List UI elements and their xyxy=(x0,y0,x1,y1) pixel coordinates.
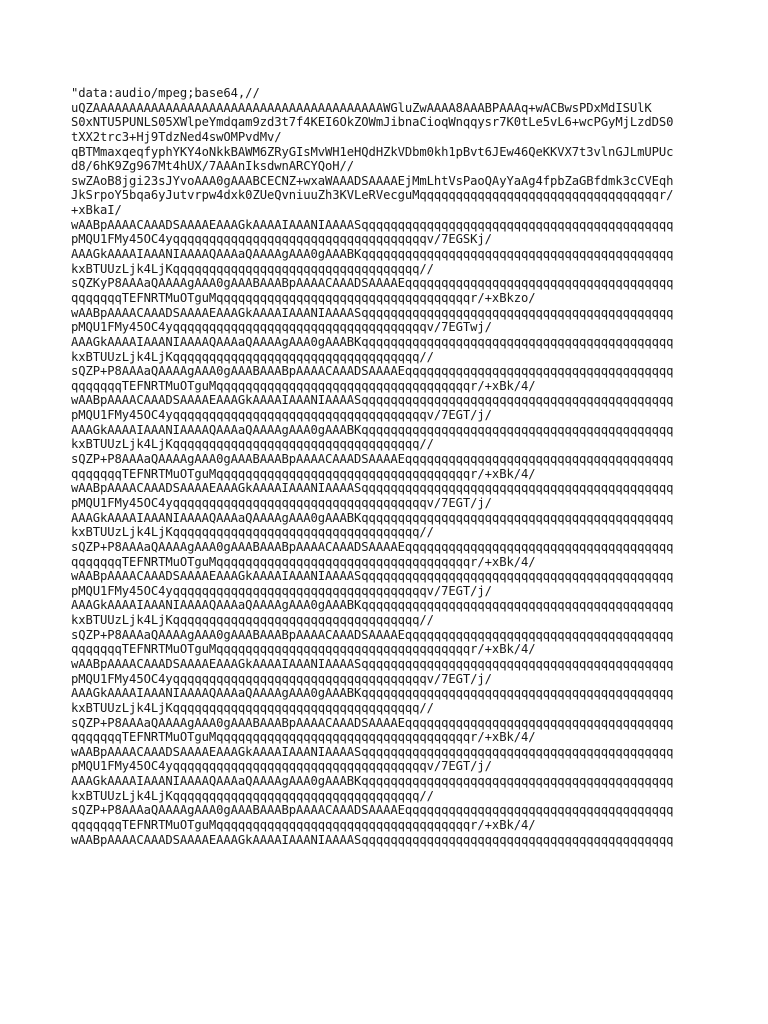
text-line: pMQU1FMy45OC4yqqqqqqqqqqqqqqqqqqqqqqqqqqqqqqqqqqqv/7EGT/j/ xyxy=(71,583,492,598)
text-line: wAABpAAAACAAADSAAAAEAAAGkAAAAIAAANIAAAASqqqqqqqqqqqqqqqqqqqqqqqqqqqqqqqqqqqqqqqqqqq xyxy=(71,305,674,320)
text-line: sQZP+P8AAAaQAAAAgAAA0gAAABAAABpAAAACAAADSAAAAEqqqqqqqqqqqqqqqqqqqqqqqqqqqqqqqqqqqqq xyxy=(71,364,674,379)
text-line: qqqqqqqTEFNRTMuOTguMqqqqqqqqqqqqqqqqqqqqqqqqqqqqqqqqqqqr/+xBk/4/ xyxy=(71,554,536,569)
text-line: JkSrpoY5bqa6yJutvrpw4dxk0ZUeQvniuuZh3KVLeRVecguMqqqqqqqqqqqqqqqqqqqqqqqqqqqqqqqqqr/ xyxy=(71,188,674,203)
text-line: AAAGkAAAAIAAANIAAAAQAAAaQAAAAgAAA0gAAABKqqqqqqqqqqqqqqqqqqqqqqqqqqqqqqqqqqqqqqqqqqq xyxy=(71,247,674,262)
text-line: pMQU1FMy45OC4yqqqqqqqqqqqqqqqqqqqqqqqqqqqqqqqqqqqv/7EGSKj/ xyxy=(71,232,492,247)
text-line: qqqqqqqTEFNRTMuOTguMqqqqqqqqqqqqqqqqqqqqqqqqqqqqqqqqqqqr/+xBk/4/ xyxy=(71,730,536,745)
base64-text-block xyxy=(71,86,701,847)
text-line: wAABpAAAACAAADSAAAAEAAAGkAAAAIAAANIAAAASqqqqqqqqqqqqqqqqqqqqqqqqqqqqqqqqqqqqqqqqqqq xyxy=(71,217,674,232)
text-line: wAABpAAAACAAADSAAAAEAAAGkAAAAIAAANIAAAASqqqqqqqqqqqqqqqqqqqqqqqqqqqqqqqqqqqqqqqqqqq xyxy=(71,393,674,408)
text-line: qBTMmaxqeqfyphYKY4oNkkBAWM6ZRyGIsMvWH1eHQdHZkVDbm0kh1pBvt6JEw46QeKKVX7t3vlnGJLmUPUc xyxy=(71,144,674,159)
text-line: sQZP+P8AAAaQAAAAgAAA0gAAABAAABpAAAACAAADSAAAAEqqqqqqqqqqqqqqqqqqqqqqqqqqqqqqqqqqqqq xyxy=(71,715,674,730)
text-line: wAABpAAAACAAADSAAAAEAAAGkAAAAIAAANIAAAASqqqqqqqqqqqqqqqqqqqqqqqqqqqqqqqqqqqqqqqqqqq xyxy=(71,744,674,759)
text-line: pMQU1FMy45OC4yqqqqqqqqqqqqqqqqqqqqqqqqqqqqqqqqqqqv/7EGTwj/ xyxy=(71,320,492,335)
text-line: qqqqqqqTEFNRTMuOTguMqqqqqqqqqqqqqqqqqqqqqqqqqqqqqqqqqqqr/+xBk/4/ xyxy=(71,466,536,481)
text-line: AAAGkAAAAIAAANIAAAAQAAAaQAAAAgAAA0gAAABKqqqqqqqqqqqqqqqqqqqqqqqqqqqqqqqqqqqqqqqqqqq xyxy=(71,510,674,525)
text-line: AAAGkAAAAIAAANIAAAAQAAAaQAAAAgAAA0gAAABKqqqqqqqqqqqqqqqqqqqqqqqqqqqqqqqqqqqqqqqqqqq xyxy=(71,774,674,789)
text-line: kxBTUUzLjk4LjKqqqqqqqqqqqqqqqqqqqqqqqqqqqqqqqqqq// xyxy=(71,261,434,276)
text-line: tXX2trc3+Hj9TdzNed4swOMPvdMv/ xyxy=(71,129,282,144)
text-line: AAAGkAAAAIAAANIAAAAQAAAaQAAAAgAAA0gAAABKqqqqqqqqqqqqqqqqqqqqqqqqqqqqqqqqqqqqqqqqqqq xyxy=(71,598,674,613)
text-line: wAABpAAAACAAADSAAAAEAAAGkAAAAIAAANIAAAASqqqqqqqqqqqqqqqqqqqqqqqqqqqqqqqqqqqqqqqqqqq xyxy=(71,569,674,584)
text-line: kxBTUUzLjk4LjKqqqqqqqqqqqqqqqqqqqqqqqqqqqqqqqqqq// xyxy=(71,349,434,364)
text-line: pMQU1FMy45OC4yqqqqqqqqqqqqqqqqqqqqqqqqqqqqqqqqqqqv/7EGT/j/ xyxy=(71,408,492,423)
text-line: wAABpAAAACAAADSAAAAEAAAGkAAAAIAAANIAAAASqqqqqqqqqqqqqqqqqqqqqqqqqqqqqqqqqqqqqqqqqqq xyxy=(71,832,674,847)
text-line: d8/6hK9Zg967Mt4hUX/7AAAnIksdwnARCYQoH// xyxy=(71,159,355,174)
text-line: sQZP+P8AAAaQAAAAgAAA0gAAABAAABpAAAACAAADSAAAAEqqqqqqqqqqqqqqqqqqqqqqqqqqqqqqqqqqqqq xyxy=(71,539,674,554)
text-line: AAAGkAAAAIAAANIAAAAQAAAaQAAAAgAAA0gAAABKqqqqqqqqqqqqqqqqqqqqqqqqqqqqqqqqqqqqqqqqqqq xyxy=(71,422,674,437)
text-line: qqqqqqqTEFNRTMuOTguMqqqqqqqqqqqqqqqqqqqqqqqqqqqqqqqqqqqr/+xBk/4/ xyxy=(71,818,536,833)
text-line: sQZP+P8AAAaQAAAAgAAA0gAAABAAABpAAAACAAADSAAAAEqqqqqqqqqqqqqqqqqqqqqqqqqqqqqqqqqqqqq xyxy=(71,452,674,467)
text-line: pMQU1FMy45OC4yqqqqqqqqqqqqqqqqqqqqqqqqqqqqqqqqqqqv/7EGT/j/ xyxy=(71,495,492,510)
text-line: S0xNTU5PUNLS05XWlpeYmdqam9zd3t7f4KEI6OkZOWmJibnaCioqWnqqysr7K0tLe5vL6+wcPGyMjLzdDS0 xyxy=(71,115,674,130)
text-line: pMQU1FMy45OC4yqqqqqqqqqqqqqqqqqqqqqqqqqqqqqqqqqqqv/7EGT/j/ xyxy=(71,759,492,774)
text-line: sQZKyP8AAAaQAAAAgAAA0gAAABAAABpAAAACAAADSAAAAEqqqqqqqqqqqqqqqqqqqqqqqqqqqqqqqqqqqqq xyxy=(71,276,674,291)
text-line: pMQU1FMy45OC4yqqqqqqqqqqqqqqqqqqqqqqqqqqqqqqqqqqqv/7EGT/j/ xyxy=(71,671,492,686)
text-line: kxBTUUzLjk4LjKqqqqqqqqqqqqqqqqqqqqqqqqqqqqqqqqqq// xyxy=(71,437,434,452)
text-line: swZAoB8jgi23sJYvoAAA0gAAABCECNZ+wxaWAAADSAAAAEjMmLhtVsPaoQAyYaAg4fpbZaGBfdmk3cCVEqh xyxy=(71,173,674,188)
text-line: +xBkaI/ xyxy=(71,203,122,218)
text-line: kxBTUUzLjk4LjKqqqqqqqqqqqqqqqqqqqqqqqqqqqqqqqqqq// xyxy=(71,525,434,540)
text-line: wAABpAAAACAAADSAAAAEAAAGkAAAAIAAANIAAAASqqqqqqqqqqqqqqqqqqqqqqqqqqqqqqqqqqqqqqqqqqq xyxy=(71,481,674,496)
text-line: qqqqqqqTEFNRTMuOTguMqqqqqqqqqqqqqqqqqqqqqqqqqqqqqqqqqqqr/+xBk/4/ xyxy=(71,642,536,657)
text-line: sQZP+P8AAAaQAAAAgAAA0gAAABAAABpAAAACAAADSAAAAEqqqqqqqqqqqqqqqqqqqqqqqqqqqqqqqqqqqqq xyxy=(71,627,674,642)
text-line: kxBTUUzLjk4LjKqqqqqqqqqqqqqqqqqqqqqqqqqqqqqqqqqq// xyxy=(71,613,434,628)
text-line: kxBTUUzLjk4LjKqqqqqqqqqqqqqqqqqqqqqqqqqqqqqqqqqq// xyxy=(71,700,434,715)
text-line: "data:audio/mpeg;base64,// xyxy=(71,86,260,100)
text-line: qqqqqqqTEFNRTMuOTguMqqqqqqqqqqqqqqqqqqqqqqqqqqqqqqqqqqqr/+xBkzo/ xyxy=(71,290,536,305)
text-line: kxBTUUzLjk4LjKqqqqqqqqqqqqqqqqqqqqqqqqqqqqqqqqqq// xyxy=(71,788,434,803)
text-line: qqqqqqqTEFNRTMuOTguMqqqqqqqqqqqqqqqqqqqqqqqqqqqqqqqqqqqr/+xBk/4/ xyxy=(71,378,536,393)
text-line: AAAGkAAAAIAAANIAAAAQAAAaQAAAAgAAA0gAAABKqqqqqqqqqqqqqqqqqqqqqqqqqqqqqqqqqqqqqqqqqqq xyxy=(71,334,674,349)
text-line: sQZP+P8AAAaQAAAAgAAA0gAAABAAABpAAAACAAADSAAAAEqqqqqqqqqqqqqqqqqqqqqqqqqqqqqqqqqqqqq xyxy=(71,803,674,818)
text-line: uQZAAAAAAAAAAAAAAAAAAAAAAAAAAAAAAAAAAAAAAAAWGluZwAAAA8AAABPAAAq+wACBwsPDxMdISUlK xyxy=(71,100,652,115)
text-line: AAAGkAAAAIAAANIAAAAQAAAaQAAAAgAAA0gAAABKqqqqqqqqqqqqqqqqqqqqqqqqqqqqqqqqqqqqqqqqqqq xyxy=(71,686,674,701)
text-line: wAABpAAAACAAADSAAAAEAAAGkAAAAIAAANIAAAASqqqqqqqqqqqqqqqqqqqqqqqqqqqqqqqqqqqqqqqqqqq xyxy=(71,656,674,671)
